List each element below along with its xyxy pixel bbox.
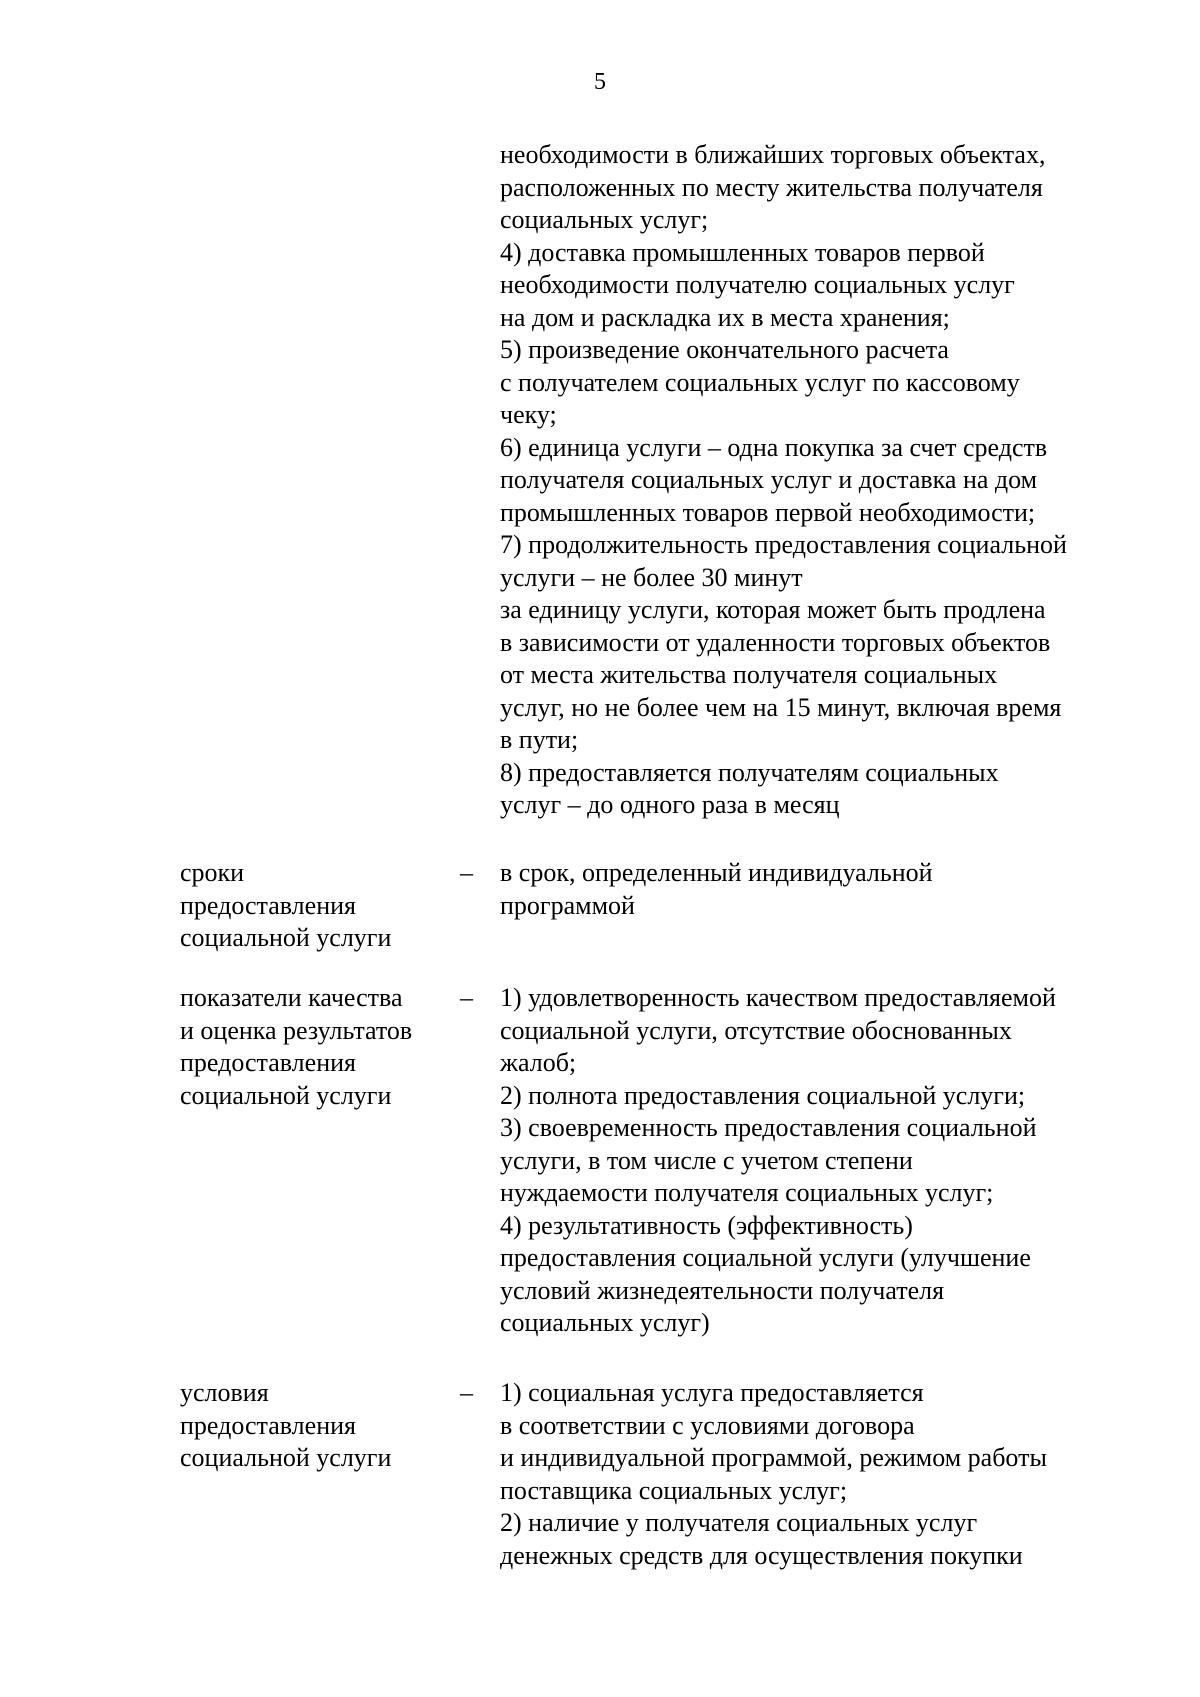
section-value-line: программой [500,890,635,920]
section-label-line: и оценка результатов [180,1015,413,1045]
continuation-line: расположенных по месту жительства получателя [500,172,1043,202]
continuation-line: в зависимости от удаленности торговых объектов [500,627,1051,657]
section-value-line: 4) результативность (эффективность) [500,1210,913,1240]
section-value-line: предоставления социальной услуги (улучшение [500,1243,1031,1272]
continuation-line: промышленных товаров первой необходимости; [500,497,1036,527]
continuation-line: на дом и раскладка их в места хранения; [500,302,950,332]
continuation-line: 7) продолжительность предоставления социальной [500,530,1067,559]
continuation-line: 5) произведение окончательного расчета [500,335,949,364]
continuation-line: с получателем социальных услуг по кассовому [500,367,1020,397]
continuation-line: чеку; [500,400,557,429]
section-value-line: нуждаемости получателя социальных услуг; [500,1178,994,1207]
section-label-line: предоставления [180,1048,356,1077]
continuation-line: услуг – до одного раза в месяц [500,790,840,819]
section-value-line: денежных средств для осуществления покупки [500,1540,1023,1570]
section-label-line: социальной услуги [180,1080,392,1110]
section-value-line: и индивидуальной программой, режимом работы [500,1443,1047,1472]
section-value-line: жалоб; [500,1048,577,1077]
continuation-line: за единицу услуги, которая может быть продлена [500,595,1046,624]
continuation-line: 6) единица услуги – одна покупка за счет средств [500,432,1048,462]
section-value-line: услуги, в том числе с учетом степени [500,1145,913,1175]
continuation-line: социальных услуг; [500,205,709,234]
continuation-line: 8) предоставляется получателям социальных [500,757,999,787]
section-value-line: в срок, определенный индивидуальной [500,858,933,887]
page-number: 5 [594,69,606,95]
section-label-line: социальной услуги [180,1443,392,1472]
section-dash: – [460,983,473,1012]
section-value-line: поставщика социальных услуг; [500,1475,848,1505]
section-value-line: 3) своевременность предоставления социальной [500,1113,1037,1142]
section-value-line: 1) удовлетворенность качеством предоставляемой [500,983,1056,1012]
continuation-line: услуг, но не более чем на 15 минут, включая время [500,692,1062,722]
continuation-line: 4) доставка промышленных товаров первой [500,237,985,267]
section-value-line: социальной услуги, отсутствие обоснованных [500,1015,1012,1045]
continuation-line: в пути; [500,725,579,754]
section-label-line: сроки [180,858,245,887]
section-label-line: предоставления [180,1410,356,1440]
section-label-line: предоставления [180,890,356,920]
section-dash: – [460,858,473,887]
section-value-line: условий жизнедеятельности получателя [500,1275,945,1305]
section-value-line: социальных услуг) [500,1308,710,1337]
continuation-line: необходимости получателю социальных услуг [500,270,1015,299]
section-value-line: 2) полнота предоставления социальной услуги; [500,1080,1026,1110]
section-value-line: 2) наличие у получателя социальных услуг [500,1508,978,1537]
section-value-line: 1) социальная услуга предоставляется [500,1378,924,1407]
continuation-line: получателя социальных услуг и доставка на дом [500,465,1038,494]
continuation-line: от места жительства получателя социальных [500,660,998,689]
continuation-line: услуги – не более 30 минут [500,562,803,592]
continuation-line: необходимости в ближайших торговых объектах, [500,140,1046,169]
section-dash: – [460,1378,473,1407]
section-value-line: в соответствии с условиями договора [500,1410,915,1440]
section-label-line: социальной услуги [180,923,392,952]
section-label-line: показатели качества [180,983,403,1012]
section-label-line: условия [180,1378,269,1407]
